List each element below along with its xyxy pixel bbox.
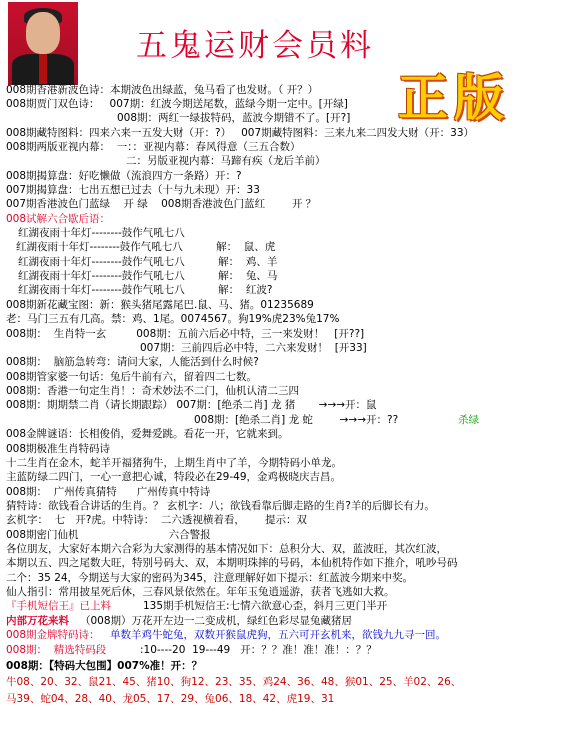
text-line: 008期新花藏宝图：新：猴头猪尾露尾巴.鼠、马、猪。01235689 [6,299,314,311]
text-line: 各位朋友，大家好本期六合彩为大家测得的基本情况如下：总积分大、双，蓝波旺，其次红波， [6,543,447,555]
text-line: 008试解六合歇后语： [6,213,111,225]
portrait-face [26,12,60,54]
text-line: 007期：三前四后必中特，二六来发财！ [开33] [140,342,367,354]
page-title: 五鬼运财会员料 [136,28,374,64]
text-line: 十二生肖在金木，蛇羊开福猪狗牛，上期生肖中了羊，今期特码小单龙。 [6,457,342,469]
text-line: 008期极准生肖特码诗 [6,443,111,455]
text-line: :10----20 19---49 开：？？准！准！准！：？？ [140,644,377,656]
text-line: 008期：香港一句定生肖！：奇术妙法不二门，仙机认清二三四 [6,385,300,397]
text-line: 单数羊鸡牛蛇兔，双数开猴鼠虎狗，五六可开玄机来，欲钱九九寻一回。 [110,629,446,641]
text-line: 『手机短信王』已上料 [6,600,111,612]
text-line: 008期：期期禁二肖（请长期跟踪） 007期：[绝杀二肖] 龙 猪 →→→开：鼠 [6,399,377,411]
portrait-tie [39,54,47,84]
text-line: 008期香港新波色诗：本期波色出绿蓝，兔马看了也发财。（ 开？） [6,84,319,96]
text-line: 牛08、20、32、鼠21、45、猪10、狗12、23、35、鸡24、36、48、猴01、25、羊02、26、 [6,676,462,688]
text-line: 135期手机短信王:七情六欲意心歪，斜月三更门半开 [143,600,388,612]
text-line: 内部万花来料 [6,615,69,627]
text-line: 仙人指引：常用披星死后休，三春风景依然在。年年玉兔逍遥游，获者飞逃如大救。 [6,586,395,598]
portrait-photo [8,2,78,85]
text-line: 008期：[绝杀二肖] 龙 蛇 →→→开：?? [194,414,399,426]
text-line: 本期以五、四之尾数大旺，特别号码大、双，本期明珠摔的号码，本仙机特作如下推介，吼吵号码 [6,557,458,569]
text-line: 008期揭算盘：好吃懒做（流浪四方一条路）开：? [6,170,242,182]
text-line: 008期： 精选特码段 [6,644,107,656]
text-line: 007期香港波色门蓝绿 开 绿 008期香港波色门蓝红 开 ？ [6,198,317,210]
text-line: 红湖夜雨十年灯--------鼓作气吼七八 [18,227,185,239]
text-line: 008期： 广州传真猜特 广州传真中特诗 [6,486,211,498]
text-line: 红湖夜雨十年灯--------鼓作气吼七八 解： 鼠、虎 [16,241,276,253]
text-line: 红湖夜雨十年灯--------鼓作气吼七八 解： 红波? [18,284,273,296]
authentic-stamp: 正版 [398,68,510,127]
text-line: 008期密门仙机 六合警报 [6,529,211,541]
text-line: 008期： 生肖特一玄 008期：五前六后必中特，三一来发财！ [开??] [6,328,365,340]
text-line: 主蓝防绿二四门，一心一意把心诚，特段必在29-49，金鸡极晓庆吉昌。 [6,471,342,483]
text-line: 008期： 脑筋急转弯：请问大家，人能活到什么时候? [6,356,259,368]
text-line: （008期）万花开左边一二变成机，绿红色彩尽显兔藏猪居 [80,615,353,627]
text-line: 二个：35 24，今期送与大家的密码为345，注意理解好如下提示：红蓝波今期来中奖。 [6,572,414,584]
text-line: 008期管家婆一句话：兔后牛前有六，留着四二七数。 [6,371,258,383]
text-line: 猜特诗：欲钱看合讲话的生肖。？ 玄机字：八；欲钱看靠后脚走路的生肖?羊的后脚长有力。 [6,500,435,512]
text-line: 007期揭算盘：七出五想已过去（十与九未现）开：33 [6,184,260,196]
text-line: 红湖夜雨十年灯--------鼓作气吼七八 解： 兔、马 [18,270,278,282]
text-line: 008期贾门双色诗： 007期：红波今期送尾数，蓝绿今期一定中。[开绿] [6,98,348,110]
text-line: 008期金牌特码诗： [6,629,100,641]
text-line: 008期藏特图料：四来六来一五发大财（开：?） 007期藏特图料：三来九来二四发大财（开：33） [6,127,475,139]
text-line: 老：马门三五有几高。禁：鸡、1尾。0074567。狗19%虎23%兔17% [6,313,340,325]
text-line: 玄机字： 七 开?虎。中特诗： 二六透视横着看， 提示：双 [6,514,307,526]
text-line: 二：另版亚视内幕：马蹄有疾（龙后羊前） [126,155,326,167]
text-line: 008期：两红一绿拔特码，蓝波今期错不了。[开?] [117,112,351,124]
text-line: 008金牌谜语：长相俊俏，爱舞爱跳。看花一开，它就来到。 [6,428,289,440]
text-line: 008期两版亚视内幕： 一：：亚视内幕：春风得意（三五合数） [6,141,301,153]
text-line: 马39、蛇04、28、40、龙05、17、29、兔06、18、42、虎19、31 [6,693,335,705]
text-line: 红湖夜雨十年灯--------鼓作气吼七八 解： 鸡、羊 [18,256,278,268]
text-line: 008期：【特码大包围】007%准！开：？ [6,660,203,672]
text-line: 杀绿 [458,414,479,426]
